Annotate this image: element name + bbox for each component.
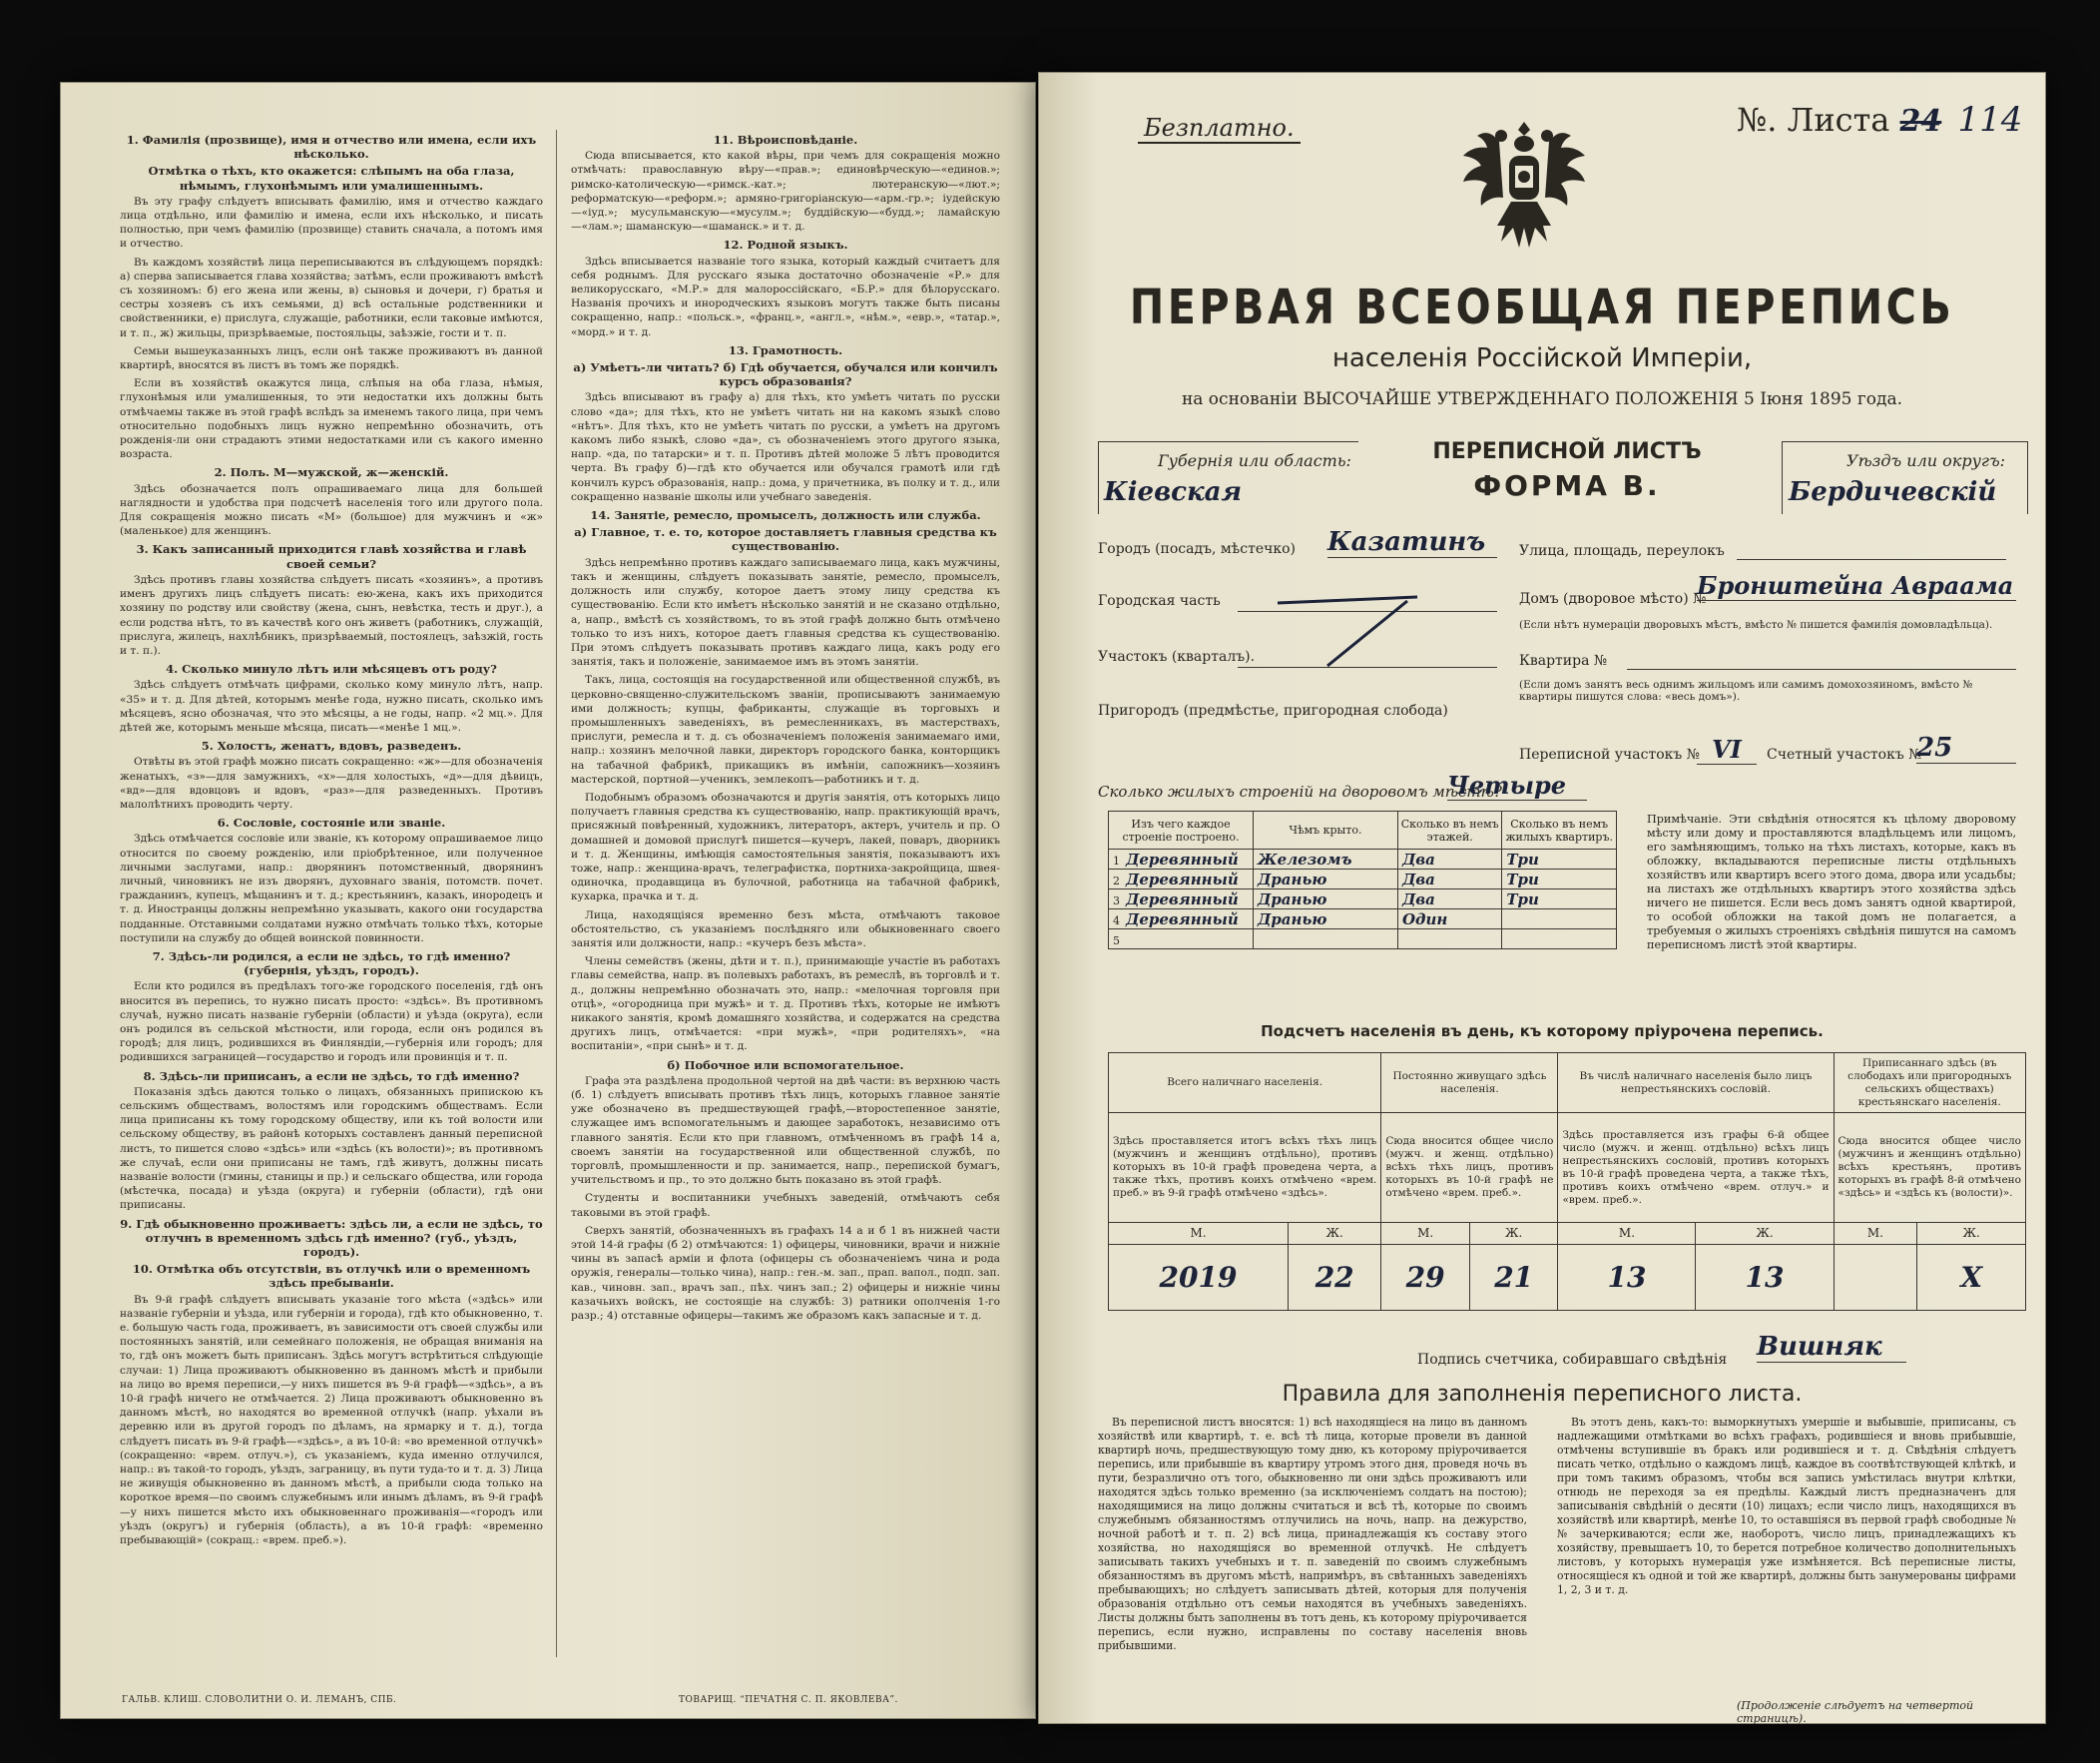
count-value xyxy=(1834,1245,1917,1311)
sheet-number-handwritten-2: 114 xyxy=(1957,100,2023,140)
count-header-non-peasant: Въ числѣ наличнаго населенія было лицъ непрестьянскихъ сословій. xyxy=(1558,1053,1834,1113)
section-heading: 8. Здѣсь-ли приписанъ, а если не здѣсь, то гдѣ именно? xyxy=(143,1068,520,1083)
section-heading: 7. Здѣсь-ли родился, а если не здѣсь, то гдѣ именно? (губернія, уѣздъ, городъ). xyxy=(152,948,511,978)
district-label: Участокъ (кварталъ). xyxy=(1098,649,1256,665)
section-heading: 2. Полъ. М—мужской, ж—женскій. xyxy=(214,465,449,480)
buildings-cell-value: Два xyxy=(1401,850,1435,869)
census-district-value: VI xyxy=(1697,735,1757,765)
count-value: X xyxy=(1917,1245,2026,1311)
buildings-row-number: 1 xyxy=(1113,854,1120,868)
uezd-value: Бердичевскій xyxy=(1789,477,1997,507)
section-heading: а) Главное, т. е. то, которое доставляетъ главныя средства къ существованію. xyxy=(574,525,997,554)
buildings-row xyxy=(1109,889,1617,909)
section-paragraph: Если въ хозяйствѣ окажутся лица, слѣпыя на оба глаза, нѣмыя, глухонѣмыя или умалишенныя, то эти недостатки ихъ должны быть отмѣчаемы также въ этой графѣ вслѣдъ за именемъ такого лица, при чемъ относительно подобныхъ лицъ нужно непремѣнно обозначить, отъ рожденія-ли они страдаютъ этими недостатками или съ какого именно возраста. xyxy=(120,377,543,461)
form-title: ПЕРЕПИСНОЙ ЛИСТЪ xyxy=(1432,439,1702,464)
column-divider xyxy=(556,130,557,1657)
section-paragraph: Здѣсь вписывают въ графу а) для тѣхъ, кто умѣетъ читать по русски слово «да»; для тѣхъ, кто не умѣетъ читать ни на какомъ языкѣ слово «нѣтъ». Для тѣхъ, кто не умѣетъ читать по русски, а умѣетъ на другомъ какомъ либо языкѣ, слово «да», съ обозначеніемъ этого другого языка, напр. «да, по татарски» и т. п. Противъ дѣтей моложе 5 лѣтъ проводится черта. Въ графу б)—гдѣ кто обучается или обучался грамотѣ или гдѣ кончилъ курсъ образованія, напр.: дома, у причетника, въ полку и т. д., или сокращенно названіе школы или учебнаго заведенія. xyxy=(571,391,1000,503)
buildings-row xyxy=(1109,929,1617,949)
sheet-number-handwritten: 24 xyxy=(1899,104,1942,139)
apartment-line xyxy=(1627,669,2016,670)
section-paragraph: Студенты и воспитанники учебныхъ заведеній, отмѣчаютъ себя таковыми въ этой графѣ. xyxy=(571,1192,1000,1219)
section-paragraph: Здѣсь слѣдуетъ отмѣчать цифрами, сколько кому минуло лѣтъ, напр. «35» и т. д. Для дѣтей, которымъ менѣе года, нужно писать, сколько имъ мѣсяцевъ, ясно обозначая, что это мѣсяцы, а не годы, напр. «2 мц.». Для дѣтей же, которымъ меньше мѣсяца, писать—«менѣе 1 мц.». xyxy=(120,679,543,734)
census-district-label: Переписной участокъ № xyxy=(1519,747,1700,763)
street-value-line xyxy=(1737,559,2006,560)
count-value: 22 xyxy=(1289,1245,1381,1311)
section-heading: а) Умѣетъ-ли читать? б) Гдѣ обучается, обучался или кончилъ курсъ образованія? xyxy=(573,360,998,389)
section-heading: 13. Грамотность. xyxy=(728,342,843,357)
rules-title: Правила для заполненія переписного листа. xyxy=(1282,1382,1803,1407)
buildings-cell-value: Дранью xyxy=(1257,870,1327,888)
section-heading: 3. Какъ записанный приходится главѣ хозяйства и главѣ своей семьи? xyxy=(136,542,527,571)
buildings-cell-value: Три xyxy=(1506,870,1539,888)
count-header-permanent: Постоянно живущаго здѣсь населенія. xyxy=(1381,1053,1558,1113)
buildings-label: Сколько жилыхъ строеній на дворовомъ мѣстѣ? xyxy=(1098,783,1502,801)
count-subheader-male: М. xyxy=(1558,1223,1696,1245)
buildings-cell-value: Деревянный xyxy=(1126,889,1239,908)
buildings-cell-value: Железомъ xyxy=(1257,850,1352,869)
city-value: Казатинъ xyxy=(1327,527,1497,558)
count-description: Здѣсь проставляется изъ графы 6-й общее число (мужч. и женщ. отдѣльно) всѣхъ лицъ непрестьянскихъ сословій, противъ которыхъ въ 10-й графѣ проведена черта, а также тѣхъ, противъ коихъ отмѣчено «врем. отлуч.» и «врем. преб.». xyxy=(1558,1113,1834,1223)
census-title: ПЕРВАЯ ВСЕОБЩАЯ ПЕРЕПИСЬ xyxy=(1129,280,1955,335)
section-heading: Отмѣтка о тѣхъ, кто окажется: слѣпымъ на оба глаза, нѣмымъ, глухонѣмымъ или умалишеннымъ. xyxy=(148,164,515,193)
district-line xyxy=(1238,667,1497,668)
buildings-row xyxy=(1109,870,1617,889)
buildings-cell-value: Два xyxy=(1401,870,1435,888)
buildings-cell-value: Дранью xyxy=(1257,909,1327,928)
imprint-left: ГАЛЬВ. КЛИШ. СЛОВОЛИТНИ О. И. ЛЕМАНЪ, СПБ. xyxy=(122,1695,397,1705)
section-paragraph: Отвѣты въ этой графѣ можно писать сокращенно: «ж»—для обозначенія женатыхъ, «з»—для замужнихъ, «х»—для холостыхъ, «д»—для дѣвицъ, «вд»—для вдовцовъ и вдовъ, «раз»—для разведенныхъ. Противъ малолѣтнихъ проводить черту. xyxy=(120,756,543,811)
city-label: Городъ (посадъ, мѣстечко) xyxy=(1098,541,1297,557)
section-paragraph: Здѣсь непремѣнно противъ каждаго записываемаго лица, какъ мужчины, такъ и женщины, слѣдуетъ показывать занятіе, ремесло, промыселъ, должность или службу, которое даетъ этому лицу средства къ существованію. Если кто имѣетъ нѣсколько занятій и не сказано отдѣльно, а, напр., вмѣстѣ съ хозяйствомъ, то въ этой графѣ должно быть отмѣчено только то изъ нихъ, которое даетъ главныя средства къ существованію. При этомъ слѣдуетъ показывать противъ каждаго лица, какъ роду его занятія, такъ и положеніе, занимаемое имъ въ этомъ занятіи. xyxy=(571,556,1000,669)
left-page xyxy=(60,82,1036,1719)
buildings-cell-value: Три xyxy=(1506,850,1539,869)
section-paragraph: Въ каждомъ хозяйствѣ лица переписываются въ слѣдующемъ порядкѣ: а) сперва записывается глава хозяйства; затѣмъ, если проживаютъ вмѣстѣ съ хозяиномъ: б) его жена или жены, в) сыновья и дочери, г) братья и сестры хозяевъ съ ихъ семьями, д) всѣ остальные родственники и свойственники, е) прислуга, служащіе, работники, если таковые имѣются, и т. п., ж) жильцы, призрѣваемые, постояльцы, заѣзжіе, гости и т. п. xyxy=(120,256,543,339)
section-paragraph: Показанія здѣсь даются только о лицахъ, обязанныхъ припискою къ сельскимъ обществамъ, волостямъ или городскимъ обществамъ. Если лица приписаны къ тому городскому обществу, или къ той волости или сельскому обществу, въ районѣ которыхъ составленъ данный переписной листъ, то пишется слово «здѣсь» или «здѣсь (къ волости)»; въ противномъ же случаѣ, если они приписаны не тамъ, гдѣ живутъ, должны писать названіе волости (гмины, станицы и пр.) и сельскаго общества, или города (мѣстечка, посада) и уѣзда (округа) и губерніи (области), гдѣ они приписаны. xyxy=(120,1085,543,1212)
suburb-note: (Если домъ занятъ весь однимъ жильцомъ или самимъ домохозяиномъ, вмѣсто № квартиры пишутся слова: «весь домъ»). xyxy=(1519,679,1973,703)
count-subheader-male: М. xyxy=(1381,1223,1470,1245)
count-value: 21 xyxy=(1469,1245,1558,1311)
form-header xyxy=(1098,433,2026,523)
dash-mark-icon xyxy=(1268,571,1437,671)
free-label: Безплатно. xyxy=(1138,114,1301,144)
count-subheader-female: Ж. xyxy=(1469,1223,1558,1245)
section-paragraph: Такъ, лица, состоящія на государственной или общественной службѣ, въ церковно-священно-служительскомъ званіи, прописываютъ занимаемую ими должность; купцы, фабриканты, служащіе въ торговыхъ и промышленныхъ заведеніяхъ, въ ремесленникахъ, въ мастерствахъ, прислуги, ремесла и т. д. съ обозначеніемъ положенія занимаемаго ими, напр.: хозяинъ мелочной лавки, директоръ городского банка, конторщикъ на табачной фабрикѣ, прикащикъ въ имѣніи, сапожникъ—хозяинъ мастерской, портной—ученикъ, землекопъ—работникъ и т. д. xyxy=(571,674,1000,786)
counting-district-value: 25 xyxy=(1916,733,2016,764)
buildings-header-material: Изъ чего каждое строеніе построено. xyxy=(1109,812,1254,850)
buildings-cell-value: Три xyxy=(1506,889,1539,908)
census-basis: на основаніи ВЫСОЧАЙШЕ УТВЕРЖДЕННАГО ПОЛОЖЕНІЯ 5 Іюня 1895 года. xyxy=(1181,389,1903,409)
section-paragraph: Члены семействъ (жены, дѣти и т. п.), принимающіе участіе въ работахъ главы семейства, напр. въ полевыхъ работахъ, въ ремеслѣ, въ торговлѣ и т. д., должны непремѣнно обозначать это, напр.: «мелочная торговля при отцѣ», «огородница при мужѣ» и т. д. Противъ тѣхъ, которые не имѣютъ никакого занятія, кромѣ домашняго хозяйства, и содержатся на средства другихъ лицъ, отмѣчается: «при мужѣ», «при родителяхъ», «на воспитаніи», «при сынѣ» и т. д. xyxy=(571,955,1000,1053)
buildings-cell-value: Два xyxy=(1401,889,1435,908)
house-label: Домъ (дворовое мѣсто) № xyxy=(1519,591,1707,607)
section-paragraph: Если кто родился въ предѣлахъ того-же городского поселенія, гдѣ онъ вносится въ перепись, то нужно писать просто: «здѣсь». Въ противномъ случаѣ, нужно писать названіе губерніи (области) и уѣзда (округа), если онъ родился въ сельской мѣстности, или города, если онъ родился въ городѣ; для лицъ, родившихся въ Финляндіи,—губернія или городъ; для родившихся заграницей—государство и городъ или провинція и т. п. xyxy=(120,980,543,1064)
section-paragraph: Въ эту графу слѣдуетъ вписывать фамилію, имя и отчество каждаго лица отдѣльно, или фамилію и имена, если ихъ нѣсколько, и писать полностью, при чемъ фамилію (прозвище) ставить сначала, а потомъ имя и отчество. xyxy=(120,195,543,251)
gubernia-value: Кіевская xyxy=(1104,477,1243,507)
signature-label: Подпись счетчика, собиравшаго свѣдѣнія xyxy=(1417,1352,1728,1368)
section-heading: 12. Родной языкъ. xyxy=(723,238,848,253)
count-description: Сюда вносится общее число (мужчинъ и женщинъ отдѣльно) всѣхъ крестьянъ, противъ которыхъ въ графѣ 8-й отмѣчено «здѣсь» и «здѣсь къ (волости)». xyxy=(1834,1113,2025,1223)
instructions-column-2 xyxy=(571,130,1000,1657)
house-value: Бронштейна Авраама xyxy=(1697,571,2016,601)
buildings-cell-value: Деревянный xyxy=(1126,850,1239,869)
count-value: 13 xyxy=(1558,1245,1696,1311)
section-heading: 14. Занятіе, ремесло, промыселъ, должность или служба. xyxy=(590,508,981,523)
buildings-header-roof: Чѣмъ крыто. xyxy=(1253,812,1397,850)
count-subheader-female: Ж. xyxy=(1289,1223,1381,1245)
count-subheader-female: Ж. xyxy=(1696,1223,1834,1245)
section-heading: 1. Фамилія (прозвище), имя и отчество или имена, если ихъ нѣсколько. xyxy=(126,133,537,162)
section-heading: б) Побочное или вспомогательное. xyxy=(667,1057,904,1072)
buildings-header-apartments: Сколько въ немъ жилыхъ квартиръ. xyxy=(1502,812,1617,850)
count-subheader-row xyxy=(1109,1223,2026,1245)
buildings-table-body xyxy=(1109,850,1617,949)
note-text: Примѣчаніе. Эти свѣдѣнія относятся къ цѣлому дворовому мѣсту или дому и проставляются владѣльцемъ или лицомъ, его замѣняющимъ, только на тѣхъ листахъ, которые, какъ въ обложку, вкладываются переписные листы отдѣльныхъ хозяйствъ или квартиръ всего этого дома, двора или усадьбы; на листахъ же отдѣльныхъ квартиръ этого хозяйства здѣсь ничего не пишется. Если весь домъ занятъ одной квартирой, то особой обложки на такой домъ не полагается, а требуемыя о жилыхъ строеніяхъ свѣдѣнія пишутся на самомъ переписномъ листѣ этой квартиры. xyxy=(1647,813,2016,951)
form-code: ФОРМА В. xyxy=(1473,469,1661,502)
section-heading: 10. Отмѣтка объ отсутствіи, въ отлучкѣ или о временномъ здѣсь пребываніи. xyxy=(132,1262,531,1291)
gubernia-label: Губернія или область: xyxy=(1158,451,1351,470)
count-header-peasant: Приписаннаго здѣсь (въ слободахъ или пригородныхъ сельскихъ обществахъ) крестьянскаго населенія. xyxy=(1834,1053,2025,1113)
buildings-row xyxy=(1109,909,1617,929)
imprint-right: ТОВАРИЩ. “ПЕЧАТНЯ С. П. ЯКОВЛЕВА”. xyxy=(679,1695,898,1705)
rules-column-2: Въ этотъ день, какъ-то: выморкнутыхъ умершіе и выбывшіе, приписаны, съ надлежащими отмѣтками во всѣхъ графахъ, родившіеся и вновь прибывшіе, отмѣчены вступившіе въ бракъ или родившіеся и т. д. Свѣдѣнія слѣдуетъ писать четко, отдѣльно о каждомъ лицѣ, каждое въ соотвѣтствующей клѣткѣ, и при томъ такимъ образомъ, чтобы вся запись умѣстилась внутри клѣтки, отнюдь не переходя за ея предѣлы. Каждый листъ предназначенъ для записыванія свѣдѣній о десяти (10) лицахъ; если число лицъ, находящихся въ хозяйствѣ или квартирѣ, менѣе 10, то оставшіяся въ первой графѣ свободные №№ зачеркиваются; если же, наоборотъ, число лицъ, принадлежащихъ къ хозяйству, превышаетъ 10, то берется потребное количество дополнительныхъ листовъ, у которыхъ нумерація уже измѣняется. Всѣ переписные листы, относящіеся къ одной и той же квартирѣ, должны быть занумерованы цифрами 1, 2, 3 и т. д. xyxy=(1557,1416,2016,1596)
count-subheader-male: М. xyxy=(1834,1223,1917,1245)
rules-column-1: Въ переписной листъ вносятся: 1) всѣ находящіеся на лицо въ данномъ хозяйствѣ или квартирѣ, т. е. всѣ тѣ лица, которые провели въ данной квартирѣ ночь, предшествующую тому дню, къ которому пріурочивается перепись, или прибывшіе въ квартиру утромъ этого дня, проведя ночь въ пути, безразлично отъ того, обыкновенно ли они здѣсь проживаютъ или находятся здѣсь только временно (за исключеніемъ солдатъ на постою); находящимися на лицо должны считаться и всѣ тѣ, которые по своимъ служебнымъ обязанностямъ отлучились на ночь, напр. на дежурство, ночной работѣ и т. п. 2) всѣ лица, принадлежащія къ составу этого хозяйства, но находящіяся во временной отлучкѣ. Не слѣдуетъ записывать такихъ учебныхъ и т. п. заведеній по своимъ служебнымъ обязанностямъ въ другомъ мѣстѣ, напримѣръ, въ свѣтанныхъ заведеніяхъ пребывающихъ; но слѣдуетъ записывать дѣтей, которыя для полученія образованія отдѣльно отъ семьи находятся въ учебныхъ заведеніяхъ. Листы должны быть заполнены въ тотъ день, къ которому пріурочивается перепись, если нужно, исправлены по составу населенія вновь прибывшими. xyxy=(1098,1416,1527,1652)
census-subtitle: населенія Россійской Имперіи, xyxy=(1331,343,1753,373)
city-part-label: Городская часть xyxy=(1098,593,1221,609)
suburb-label: Пригородъ (предмѣстье, пригородная слобода) xyxy=(1098,703,1448,719)
buildings-cell-value: Один xyxy=(1401,909,1448,928)
apartment-label: Квартира № xyxy=(1519,653,1608,669)
sheet-number xyxy=(1737,100,2022,140)
section-heading: 4. Сколько минуло лѣтъ или мѣсяцевъ отъ роду? xyxy=(166,662,497,677)
buildings-header-floors: Сколько въ немъ этажей. xyxy=(1397,812,1501,850)
instructions-column-1 xyxy=(120,130,543,1657)
section-paragraph: Въ 9-й графѣ слѣдуетъ вписывать указаніе того мѣста («здѣсь» или названіе губерніи и уѣзда, или губерніи и города), гдѣ кто обыкновенно, т. е. большую часть года, проживаетъ, въ зависимости отъ своей службы или постоянныхъ занятій, или семейнаго положенія, не обращая вниманія на то, гдѣ онъ можетъ быть приписанъ. Здѣсь могутъ встрѣтиться слѣдующіе случаи: 1) Лица проживаютъ обыкновенно въ данномъ мѣстѣ и прибыли на лицо во время переписи,—у нихъ пишется въ 9-й графѣ—«здѣсь», а въ 10-й графѣ ничего не отмѣчается. 2) Лица проживаютъ обыкновенно въ данномъ мѣстѣ, но находятся во временной отлучкѣ (напр. уѣхали въ деревню или въ другой городъ по дѣламъ, на ярмарку и т. д.), тогда слѣдуетъ писать въ 9-й графѣ—«здѣсь», а въ 10-й: «во временной отлучкѣ» (сокращенно: «врем. отлуч.»), съ указаніемъ, куда именно отлучился, напр.: въ такой-то городъ, уѣздъ, заграницу, въ пути туда-то и т. д. 3) Лица не живущія обыкновенно въ данномъ мѣстѣ, а прибыли сюда только на короткое время—по своимъ служебнымъ или инымъ дѣламъ, въ 9-й графѣ—у нихъ пишется мѣсто ихъ обыкновеннаго проживанія—«городъ или уѣздъ (округъ) и губернія (область), а въ 10-й графѣ: «временно пребывающій» (сокращ.: «врем. преб.»). xyxy=(120,1293,543,1547)
count-heading: Подсчетъ населенія въ день, къ которому пріурочена перепись. xyxy=(1261,1022,1824,1040)
section-heading: 11. Вѣроисповѣданіе. xyxy=(713,133,858,147)
buildings-row-number: 3 xyxy=(1113,893,1120,907)
buildings-row-number: 4 xyxy=(1113,913,1120,927)
count-subheader-male: М. xyxy=(1109,1223,1289,1245)
continued-note: (Продолженіе слѣдуетъ на четвертой страницѣ). xyxy=(1737,1699,1974,1724)
count-value: 13 xyxy=(1696,1245,1834,1311)
population-count-table xyxy=(1108,1052,2026,1311)
section-paragraph: Сверхъ занятій, обозначенныхъ въ графахъ 14 а и б 1 въ нижней части этой 14-й графы (б 2) отмѣчаются: 1) офицеры, чиновники, врачи и нижніе чины въ запасѣ арміи и флота (офицеры съ обозначеніемъ чина и рода оружія, генералы—только чина), напр.: ген.-м. зап., прап. вапол., подп. зап. кав., чиновн. зап., врачъ зап., пѣх. чинъ зап.; 2) офицеры и нижніе чины казачьихъ войскъ, не состоящіе на службѣ: 3) ратники ополченія 1-го разр.; 4) отставные офицеры—такимъ же образомъ какъ запасные и т. д. xyxy=(571,1224,1000,1323)
count-header-present: Всего наличнаго населенія. xyxy=(1109,1053,1381,1113)
counting-district-label: Счетный участокъ № xyxy=(1767,747,1922,763)
section-paragraph: Графа эта раздѣлена продольной чертой на двѣ части: въ верхнюю часть (б. 1) слѣдуетъ вписывать противъ тѣхъ лицъ, которыхъ главное занятіе уже обозначено въ предшествующей графѣ,—второстепенное занятіе, служащее имъ вспомогательнымъ и дающее заработокъ, независимо отъ главного занятія. Если кто при главномъ, отмѣченномъ въ графѣ 14 а, своемъ занятіи на государственной или общественной службѣ, по торговлѣ, промышленности и пр. занимается, напр., перепиской бумагъ, учительствомъ и пр., то это должно быть показано въ этой графѣ. xyxy=(571,1074,1000,1187)
section-paragraph: Здѣсь обозначается полъ опрашиваемаго лица для большей наглядности и удобства при подсчетѣ населенія того или другого пола. Для сокращенія можно писать «М» (большое) для мужчинъ и «ж» (маленькое) для женщинъ. xyxy=(120,482,543,538)
buildings-value: Четыре xyxy=(1447,771,1587,801)
count-description: Сюда вносится общее число (мужч. и женщ. отдѣльно) всѣхъ тѣхъ лицъ, противъ которыхъ въ 10-й графѣ не отмѣчено «врем. преб.». xyxy=(1381,1113,1558,1223)
sheet-number-label: №. Листа xyxy=(1737,101,1890,139)
buildings-cell-value: Деревянный xyxy=(1126,870,1239,888)
buildings-row-number: 5 xyxy=(1113,933,1120,947)
buildings-cell-value: Деревянный xyxy=(1126,909,1239,928)
section-heading: 6. Сословіе, состояніе или званіе. xyxy=(217,816,446,831)
buildings-cell-value: Дранью xyxy=(1257,889,1327,908)
section-paragraph: Здѣсь вписывается названіе того языка, который каждый считаетъ для себя роднымъ. Для русскаго языка достаточно обозначеніе «Р.» для великорусскаго, «М.Р.» для малороссійскаго, «Б.Р.» для бѣлорусскаго. Названія прочихъ и инородческихъ языковъ могутъ также быть писаны сокращенно, напр.: «польск.», «франц.», «англ.», «нѣм.», «евр.», «татар.», «морд.» и т. д. xyxy=(571,255,1000,338)
double-headed-eagle-icon xyxy=(1459,112,1589,262)
section-paragraph: Здѣсь противъ главы хозяйства слѣдуетъ писать «хозяинъ», а противъ именъ другихъ лицъ слѣдуетъ писать: ею-жена, какъ ихъ приходится хозяину по родству или свойству (жена, сынъ, невѣстка, тесть и друг.), а если родства нѣтъ, то въ качествѣ кого онъ живетъ (работникъ, служащій, прислуга, жилецъ, нахлѣбникъ, призрѣваемый, постоялецъ, заѣзжій, гость и т. п.). xyxy=(120,573,543,657)
count-values-row xyxy=(1109,1245,2026,1311)
count-value: 2019 xyxy=(1109,1245,1289,1311)
uezd-label: Уѣздъ или округъ: xyxy=(1846,451,2006,470)
house-note: (Если нѣтъ нумераціи дворовыхъ мѣстъ, вмѣсто № пишется фамилія домовладѣльца). xyxy=(1519,619,1993,631)
section-paragraph: Лица, находящіяся временно безъ мѣста, отмѣчаютъ таковое обстоятельство, съ указаніемъ послѣдняго или обыкновеннаго своего занятія или должности, напр.: «кучеръ безъ мѣста». xyxy=(571,908,1000,949)
section-paragraph: Подобнымъ образомъ обозначаются и другія занятія, отъ которыхъ лицо получаетъ главныя средства къ существованію, напр. практикующій врачъ, присяжный повѣренный, художникъ, литераторъ, актеръ, учитель и пр. О домашней и домовой прислугѣ пишется—кучеръ, лакей, поваръ, дворникъ и т. д. Женщины, имѣющія самостоятельныя занятія, показываютъ ихъ тоже, напр.: женщина-врачъ, телеграфистка, портниха-закройщица, швея-одиночка, продавщица въ булочной, работница на табачной фабрикѣ, кухарка, прачка и т. д. xyxy=(571,791,1000,903)
section-paragraph: Сюда вписывается, кто какой вѣры, при чемъ для сокращенія можно отмѣчать: православную вѣру—«прав.»; единовѣрческую—«единов.»; римско-католическую—«римск.-кат.»; лютеранскую—«лют.»; реформатскую—«реформ.»; армяно-григоріанскую—«арм.-гр.»; іудейскую—«іуд.»; мусульманскую—«мусулм.»; буддійскую—«будд.»; ламайскую—«лам.»; шаманскую—«шаманск.» и т. д. xyxy=(571,150,1000,234)
section-heading: 5. Холостъ, женатъ, вдовъ, разведенъ. xyxy=(201,739,462,754)
section-paragraph: Здѣсь отмѣчается сословіе или званіе, къ которому опрашиваемое лицо относится по своему рожденію, или пріобрѣтенное, или полученное личными заслугами, напр.: дворянинъ потомственный, дворянинъ личный, чиновникъ не изъ дворянъ, духовнаго званія, потомств. почет. гражданинъ, купецъ, мѣщанинъ и т. д.; крестьянинъ, казакъ, инородецъ и т. д. Иностранцы должны непремѣнно указывать, какого они государства подданные. Отставными солдатами нужно отмѣчать только тѣхъ, которые поступили на службу до общей воинской повинности. xyxy=(120,833,543,944)
buildings-table xyxy=(1108,811,1617,949)
street-label: Улица, площадь, переулокъ xyxy=(1519,543,1725,559)
buildings-row-number: 2 xyxy=(1113,874,1120,887)
section-heading: 9. Гдѣ обыкновенно проживаетъ: здѣсь ли, а если не здѣсь, то отлучнъ в временномъ здѣсь гдѣ именно? (губ., уѣздъ, городъ). xyxy=(120,1216,543,1260)
signature-value: Вишняк xyxy=(1757,1332,1906,1363)
section-paragraph: Семьи вышеуказанныхъ лицъ, если онѣ также проживаютъ въ данной квартирѣ, вносятся въ листъ въ томъ же порядкѣ. xyxy=(120,344,543,372)
buildings-row xyxy=(1109,850,1617,870)
right-page xyxy=(1038,72,2046,1724)
count-subheader-female: Ж. xyxy=(1917,1223,2026,1245)
count-description: Здѣсь проставляется итогъ всѣхъ тѣхъ лицъ (мужчинъ и женщинъ отдѣльно), противъ которыхъ въ 10-й графѣ проведена черта, а также тѣхъ, противъ коихъ отмѣчено «врем. преб.» въ 9-й графѣ отмѣчено «здѣсь». xyxy=(1109,1113,1381,1223)
count-value: 29 xyxy=(1381,1245,1470,1311)
